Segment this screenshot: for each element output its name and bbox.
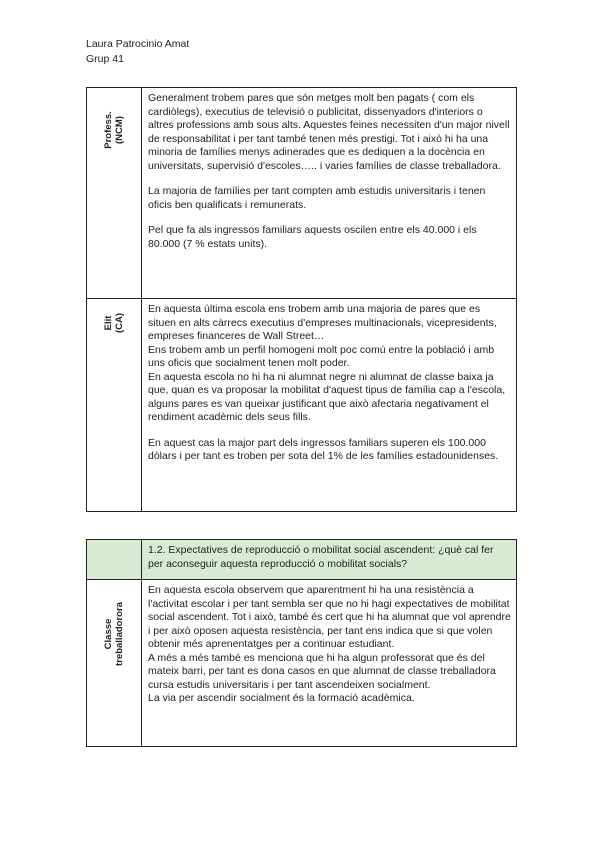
- paragraph: Generalment trobem pares que són metges molt ben pagats ( com els cardiòlegs), executius de televisió o publicitat, dissenyadors d'interiors o altres professions amb sous alts. Aquestes feines necessiten d'un major nivell de responsabilitat i per tant també tenen més prestigi. Tot i això hi ha una minoria de famílies menys adinerades que es dediquen a la docència en universitats, supervisió d'escoles….. i varies famílies de classe treballadora.: [148, 92, 510, 172]
- row-label-cell: [87, 580, 142, 747]
- section-heading: 1.2. Expectatives de reproducció o mobilitat social ascendent: ¿què cal fer per aconseguir aquesta reproducció o mobilitat socials?: [142, 540, 517, 580]
- paragraph: A més a més també es menciona que hi ha algun professorat que és del mateix barri, per tant es dona casos en que alumnat de classe treballadora cursa estudis universitaris i per tant ascendeixen socialment.: [148, 651, 496, 691]
- paragraph: En aquest cas la major part dels ingressos familiars superen els 100.000 dòlars i per tant es troben per sota del 1% de les famílies estadounidenses.: [148, 436, 499, 462]
- row-label: [103, 313, 125, 333]
- row-label: [103, 111, 125, 149]
- table-heading-row: [87, 540, 517, 580]
- paragraph: En aquesta escola observem que aparentment hi ha una resistència a l'activitat escolar i per tant sembla ser que no hi hagi expectatives de mobilitat social ascendent. Tot i això, també és cert que hi ha alumnat que vol aprendre i per això oposen aquesta resistència, per tant ens indica que si que volen obtenir més aprenentatges per a continuar estudiant.: [148, 584, 511, 650]
- paragraph: Ens trobem amb un perfil homogeni molt poc comú entre la població i amb uns oficis que socialment tenen molt poder.: [148, 343, 495, 369]
- school-profile-table: [86, 87, 517, 512]
- row-label-line: (NCM): [114, 116, 125, 144]
- row-label-line: (CA): [114, 312, 125, 334]
- row-content-cell: [142, 299, 517, 512]
- table-row: [87, 299, 517, 512]
- table-row: [87, 88, 517, 299]
- paragraph: La majoria de famílies per tant compten amb estudis universitaris i tenen oficis ben qualificats i remunerats.: [148, 185, 486, 211]
- paragraph: En aquesta última escola ens trobem amb una majoria de pares que es situen en alts càrrecs executius d'empreses multinacionals, vicepresidents, empreses financeres de Wall Street…: [148, 303, 497, 342]
- row-label: [103, 602, 125, 666]
- row-label-cell: [87, 299, 142, 512]
- heading-empty-cell: [87, 540, 142, 580]
- paragraph: En aquesta escola no hi ha ni alumnat negre ni alumnat de classe baixa ja que, quan es va proposar la mobilitat d'aquest tipus de família cap a l'escola, alguns pares es van queixar justificant que això afectaria negativament el rendiment acadèmic dels seus fills.: [148, 370, 506, 423]
- table-row: [87, 580, 517, 747]
- document-header: [86, 37, 189, 67]
- row-label-line: Elit: [103, 315, 114, 331]
- paragraph: La via per ascendir socialment és la formació acadèmica.: [148, 692, 415, 704]
- row-label-line: Profess.: [103, 111, 114, 149]
- row-label-line: Classe: [103, 618, 114, 650]
- row-label-cell: [87, 88, 142, 299]
- author-name: Laura Patrocinio Amat: [86, 38, 190, 50]
- paragraph: Pel que fa als ingressos familiars aquests oscilen entre els 40.000 i els 80.000 (7 % estats units).: [148, 224, 477, 250]
- row-content-cell: [142, 580, 517, 747]
- row-content-cell: [142, 88, 517, 299]
- group-name: Grup 41: [86, 53, 124, 65]
- mobility-expectations-table: [86, 539, 517, 747]
- row-label-line: treballadorora: [114, 602, 125, 666]
